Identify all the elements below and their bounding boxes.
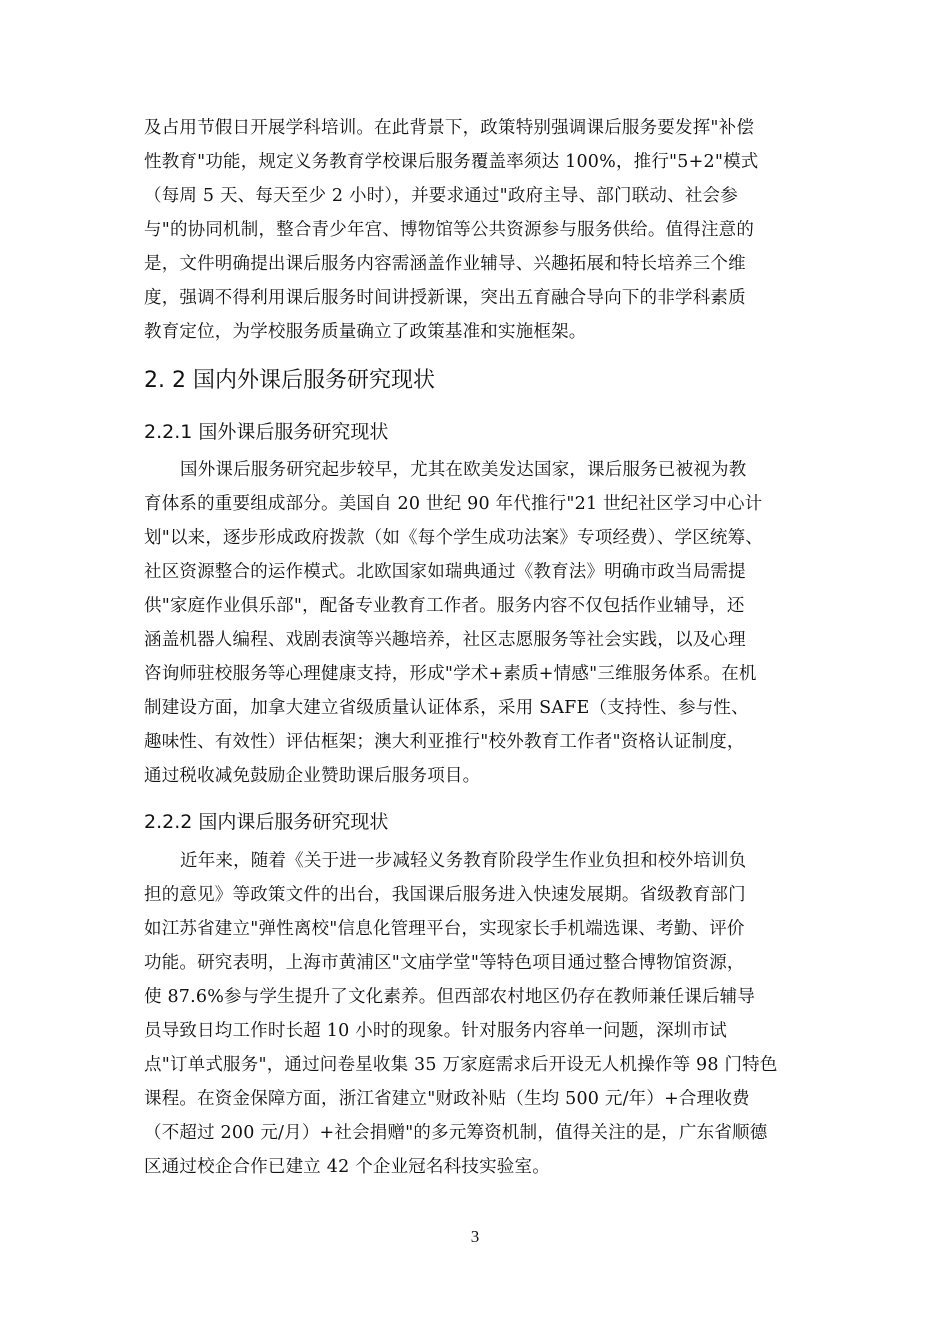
page-number: 3 <box>470 1227 480 1246</box>
paragraph-line: 教育定位，为学校服务质量确立了政策基准和实施框架。 <box>144 322 587 342</box>
paragraph-line: 点"订单式服务"，通过问卷星收集 35 万家庭需求后开设无人机操作等 98 门特色 <box>144 1055 778 1075</box>
paragraph-line: 及占用节假日开展学科培训。在此背景下，政策特别强调课后服务要发挥"补偿 <box>144 118 755 138</box>
paragraph-line: 育体系的重要组成部分。美国自 20 世纪 90 年代推行"21 世纪社区学习中心计 <box>144 494 763 514</box>
paragraph-line: 课程。在资金保障方面，浙江省建立"财政补贴（生均 500 元/年）+合理收费 <box>144 1089 750 1109</box>
paragraph-line: 国外课后服务研究起步较早，尤其在欧美发达国家，课后服务已被视为教 <box>180 460 747 480</box>
section-heading-2-2: 2. 2 国内外课后服务研究现状 <box>144 368 435 393</box>
paragraph-line: 度，强调不得利用课后服务时间讲授新课，突出五育融合导向下的非学科素质 <box>144 288 746 308</box>
subsection-heading-2-2-1: 2.2.1 国外课后服务研究现状 <box>144 421 389 443</box>
paragraph-line: 咨询师驻校服务等心理健康支持，形成"学术+素质+情感"三维服务体系。在机 <box>144 664 757 684</box>
paragraph-line: 制建设方面，加拿大建立省级质量认证体系，采用 SAFE（支持性、参与性、 <box>144 698 749 718</box>
paragraph-line: 供"家庭作业俱乐部"，配备专业教育工作者。服务内容不仅包括作业辅导，还 <box>144 596 745 616</box>
paragraph-line: 划"以来，逐步形成政府拨款（如《每个学生成功法案》专项经费）、学区统筹、 <box>144 528 763 548</box>
paragraph-line: （不超过 200 元/月）+社会捐赠"的多元筹资机制，值得关注的是，广东省顺德 <box>144 1123 768 1143</box>
paragraph-line: 社区资源整合的运作模式。北欧国家如瑞典通过《教育法》明确市政当局需提 <box>144 562 746 582</box>
paragraph-line: 区通过校企合作已建立 42 个企业冠名科技实验室。 <box>144 1157 550 1177</box>
paragraph-line: 使 87.6%参与学生提升了文化素养。但西部农村地区仍存在教师兼任课后辅导 <box>144 987 756 1007</box>
paragraph-line: 性教育"功能，规定义务教育学校课后服务覆盖率须达 100%，推行"5+2"模式 <box>144 152 759 172</box>
paragraph-line: 担的意见》等政策文件的出台，我国课后服务进入快速发展期。省级教育部门 <box>144 885 746 905</box>
paragraph-line: 近年来，随着《关于进一步减轻义务教育阶段学生作业负担和校外培训负 <box>180 851 747 871</box>
paragraph-line: 趣味性、有效性）评估框架；澳大利亚推行"校外教育工作者"资格认证制度， <box>144 732 745 752</box>
paragraph-line: 功能。研究表明，上海市黄浦区"文庙学堂"等特色项目通过整合博物馆资源， <box>144 953 745 973</box>
paragraph-line: （每周 5 天、每天至少 2 小时），并要求通过"政府主导、部门联动、社会参 <box>144 186 738 206</box>
paragraph-line: 涵盖机器人编程、戏剧表演等兴趣培养，社区志愿服务等社会实践，以及心理 <box>144 630 746 650</box>
paragraph-line: 员导致日均工作时长超 10 小时的现象。针对服务内容单一问题，深圳市试 <box>144 1021 727 1041</box>
paragraph-line: 与"的协同机制，整合青少年宫、博物馆等公共资源参与服务供给。值得注意的 <box>144 220 755 240</box>
paragraph-line: 通过税收减免鼓励企业赞助课后服务项目。 <box>144 766 481 786</box>
subsection-heading-2-2-2: 2.2.2 国内课后服务研究现状 <box>144 811 389 833</box>
paragraph-line: 如江苏省建立"弹性离校"信息化管理平台，实现家长手机端选课、考勤、评价 <box>144 919 745 939</box>
paragraph-line: 是，文件明确提出课后服务内容需涵盖作业辅导、兴趣拓展和特长培养三个维 <box>144 254 746 274</box>
